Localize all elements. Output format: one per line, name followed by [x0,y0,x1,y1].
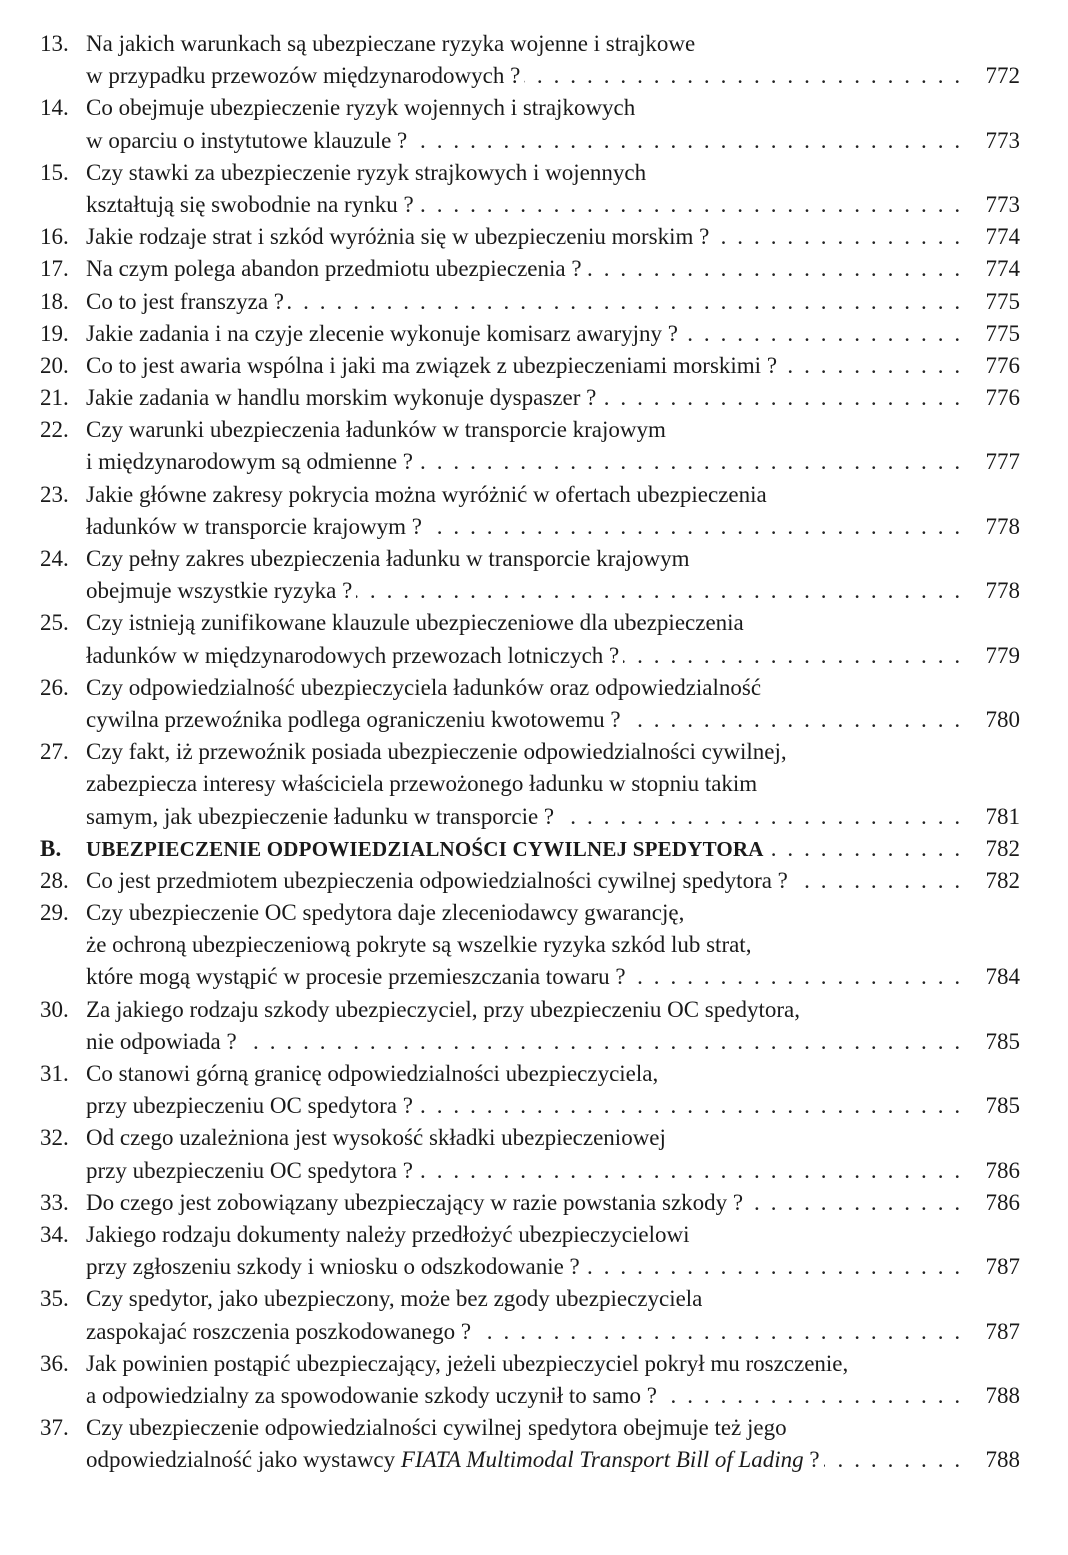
page-number: 776 [985,352,1020,378]
entry-title: Co to jest awaria wspólna i jaki ma związek z ubezpieczeniami morskimi ? [86,353,781,378]
entry-title: odpowiedzialność jako wystawcy FIATA Multimodal Transport Bill of Lading ? [86,1447,824,1472]
entry-title: ładunków w międzynarodowych przewozach lotniczych ? [86,643,623,668]
entry-title: Co obejmuje ubezpieczenie ryzyk wojennych i strajkowych [86,95,639,120]
page-number: 777 [985,449,1020,475]
toc-line [0,994,1068,1026]
entry-title: zaspokajać roszczenia poszkodowanego ? [86,1319,475,1344]
page-number: 788 [985,1382,1020,1408]
toc-entry[interactable] [0,865,1068,897]
toc-entry[interactable] [0,382,1068,414]
entry-number: 29. [40,900,69,926]
entry-number: 36. [40,1350,69,1376]
page-number: 782 [985,867,1020,893]
toc-line [0,1251,1068,1283]
entry-title: Co stanowi górną granicę odpowiedzialności ubezpieczyciela, [86,1061,662,1086]
toc-line [0,543,1068,575]
entry-title: Co to jest franszyza ? [86,289,288,314]
toc-line [0,961,1068,993]
page-number: 782 [985,835,1020,861]
toc-entry[interactable] [0,672,1068,736]
entry-title: Czy ubezpieczenie OC spedytora daje zleceniodawcy gwarancję, [86,900,688,925]
page-number: 778 [985,513,1020,539]
entry-title: Czy spedytor, jako ubezpieczony, może bez zgody ubezpieczyciela [86,1286,706,1311]
toc-entry[interactable] [0,414,1068,478]
page-number: 772 [985,63,1020,89]
toc-entry[interactable] [0,350,1068,382]
entry-title: Czy pełny zakres ubezpieczenia ładunku w transporcie krajowym [86,546,694,571]
toc-entry[interactable] [0,286,1068,318]
entry-title: Jakie zadania w handlu morskim wykonuje dyspaszer ? [86,385,600,410]
toc-line [0,189,1068,221]
entry-title: które mogą wystąpić w procesie przemieszczania towaru ? [86,964,630,989]
entry-number: 22. [40,417,69,443]
entry-number: 32. [40,1125,69,1151]
entry-number: 15. [40,159,69,185]
toc-line [0,1187,1068,1219]
toc-line [0,28,1068,60]
toc-line [0,897,1068,929]
page-number: 781 [985,803,1020,829]
entry-title: Za jakiego rodzaju szkody ubezpieczyciel, przy ubezpieczeniu OC spedytora, [86,997,804,1022]
italic-title: FIATA Multimodal Transport Bill of Lading [400,1447,804,1473]
toc-line [0,833,1068,865]
entry-number: B. [40,835,62,861]
entry-title: Czy istnieją zunifikowane klauzule ubezpieczeniowe dla ubezpieczenia [86,610,748,635]
page-number: 774 [985,224,1020,250]
page-number: 787 [985,1254,1020,1280]
toc-entry[interactable] [0,157,1068,221]
toc-entry[interactable] [0,897,1068,994]
toc-line [0,1155,1068,1187]
entry-number: 16. [40,224,69,250]
entry-title: kształtują się swobodnie na rynku ? [86,192,418,217]
toc-entry[interactable] [0,318,1068,350]
toc-entry[interactable] [0,1219,1068,1283]
toc-entry[interactable] [0,28,1068,92]
entry-title: ładunków w transporcie krajowym ? [86,514,426,539]
toc-line [0,511,1068,543]
page-number: 786 [985,1189,1020,1215]
entry-title: Na jakich warunkach są ubezpieczane ryzyka wojenne i strajkowe [86,31,699,56]
toc-line [0,1219,1068,1251]
entry-title: Czy fakt, iż przewoźnik posiada ubezpieczenie odpowiedzialności cywilnej, [86,739,791,764]
toc-line [0,672,1068,704]
entry-title: UBEZPIECZENIE ODPOWIEDZIALNOŚCI CYWILNEJ SPEDYTORA [86,837,768,861]
entry-title: przy zgłoszeniu szkody i wniosku o odszkodowanie ? [86,1254,584,1279]
page-number: 786 [985,1157,1020,1183]
page-number: 773 [985,127,1020,153]
toc-line [0,865,1068,897]
toc-line [0,1316,1068,1348]
entry-number: 19. [40,320,69,346]
entry-title: że ochroną ubezpieczeniową pokryte są wszelkie ryzyka szkód lub strat, [86,932,755,957]
page-number: 779 [985,642,1020,668]
entry-title: Czy ubezpieczenie odpowiedzialności cywilnej spedytora obejmuje też jego [86,1415,791,1440]
toc-entry[interactable] [0,1348,1068,1412]
entry-number: 34. [40,1221,69,1247]
entry-number: 14. [40,95,69,121]
toc-line [0,607,1068,639]
toc-entry[interactable] [0,607,1068,671]
entry-number: 26. [40,674,69,700]
toc-line [0,414,1068,446]
toc-line [0,801,1068,833]
entry-number: 24. [40,546,69,571]
entry-number: 35. [40,1286,69,1312]
page-number: 784 [985,964,1020,990]
toc-line [0,575,1068,607]
page-number: 778 [985,578,1020,604]
entry-number: 25. [40,610,69,636]
toc-line [0,446,1068,478]
entry-title: przy ubezpieczeniu OC spedytora ? [86,1158,417,1183]
entry-title: w oparciu o instytutowe klauzule ? [86,128,411,153]
entry-number: 18. [40,288,69,314]
page-number: 773 [985,191,1020,217]
toc-line [0,1380,1068,1412]
entry-title: nie odpowiada ? [86,1029,241,1054]
toc-line [0,1348,1068,1380]
page-number: 785 [985,1093,1020,1119]
entry-number: 30. [40,996,69,1022]
entry-title: obejmuje wszystkie ryzyka ? [86,578,356,603]
toc-line [0,1444,1068,1476]
toc-line [0,382,1068,414]
entry-title: Jak powinien postąpić ubezpieczający, jeżeli ubezpieczyciel pokrył mu roszczenie, [86,1351,852,1376]
toc-entry[interactable] [0,1283,1068,1347]
entry-number: 27. [40,739,69,765]
toc-line [0,1283,1068,1315]
entry-number: 20. [40,352,69,378]
entry-number: 23. [40,481,69,507]
entry-title: Na czym polega abandon przedmiotu ubezpieczenia ? [86,256,586,281]
toc-line [0,253,1068,285]
toc-entry[interactable] [0,736,1068,833]
table-of-contents [0,28,1068,1476]
toc-line [0,929,1068,961]
page-number: 785 [985,1028,1020,1054]
entry-title: Czy warunki ubezpieczenia ładunków w transporcie krajowym [86,417,670,442]
entry-title: cywilna przewoźnika podlega ograniczeniu kwotowemu ? [86,707,625,732]
toc-line [0,318,1068,350]
entry-title: zabezpiecza interesy właściciela przewożonego ładunku w stopniu takim [86,771,761,796]
toc-entry[interactable] [0,1122,1068,1186]
toc-line [0,92,1068,124]
toc-line [0,60,1068,92]
entry-title: Czy odpowiedzialność ubezpieczyciela ładunków oraz odpowiedzialność [86,675,765,700]
toc-line [0,1412,1068,1444]
page-number: 788 [985,1447,1020,1473]
page-number: 787 [985,1318,1020,1344]
toc-entry[interactable] [0,994,1068,1058]
page-number: 775 [985,320,1020,346]
entry-title: przy ubezpieczeniu OC spedytora ? [86,1093,417,1118]
entry-title: w przypadku przewozów międzynarodowych ? [86,63,524,88]
entry-title: Do czego jest zobowiązany ubezpieczający w razie powstania szkody ? [86,1190,747,1215]
entry-title: i międzynarodowym są odmienne ? [86,449,417,474]
entry-title: Jakie zadania i na czyje zlecenie wykonuje komisarz awaryjny ? [86,321,682,346]
entry-title: Czy stawki za ubezpieczenie ryzyk strajkowych i wojennych [86,160,650,185]
toc-entry[interactable] [0,253,1068,285]
toc-line [0,157,1068,189]
toc-entry[interactable] [0,92,1068,156]
toc-line [0,768,1068,800]
page-number: 780 [985,706,1020,732]
entry-title: Od czego uzależniona jest wysokość składki ubezpieczeniowej [86,1125,670,1150]
toc-entry[interactable] [0,1058,1068,1122]
entry-title: Jakie główne zakresy pokrycia można wyróżnić w ofertach ubezpieczenia [86,482,771,507]
page-number: 775 [985,288,1020,314]
page-number: 774 [985,256,1020,282]
toc-entry[interactable] [0,1187,1068,1219]
toc-line [0,350,1068,382]
entry-number: 33. [40,1189,69,1215]
toc-line [0,479,1068,511]
entry-title: Jakiego rodzaju dokumenty należy przedłożyć ubezpieczycielowi [86,1222,694,1247]
entry-number: 21. [40,385,69,411]
toc-section-heading[interactable] [0,833,1068,865]
entry-number: 28. [40,867,69,893]
entry-title: Jakie rodzaje strat i szkód wyróżnia się w ubezpieczeniu morskim ? [86,224,713,249]
toc-entry[interactable] [0,479,1068,543]
toc-entry[interactable] [0,221,1068,253]
toc-line [0,736,1068,768]
toc-entry[interactable] [0,543,1068,607]
toc-line [0,1058,1068,1090]
entry-number: 13. [40,31,69,56]
toc-line [0,125,1068,157]
toc-line [0,1122,1068,1154]
entry-title: Co jest przedmiotem ubezpieczenia odpowiedzialności cywilnej spedytora ? [86,868,792,893]
toc-line [0,221,1068,253]
entry-number: 17. [40,256,69,282]
toc-line [0,1026,1068,1058]
toc-line [0,640,1068,672]
entry-number: 37. [40,1415,69,1441]
page-number: 776 [985,385,1020,411]
toc-line [0,704,1068,736]
entry-title: samym, jak ubezpieczenie ładunku w transporcie ? [86,804,558,829]
toc-line [0,1090,1068,1122]
toc-entry[interactable] [0,1412,1068,1476]
entry-title: a odpowiedzialny za spowodowanie szkody uczynił to samo ? [86,1383,661,1408]
entry-number: 31. [40,1061,69,1086]
toc-line [0,286,1068,318]
